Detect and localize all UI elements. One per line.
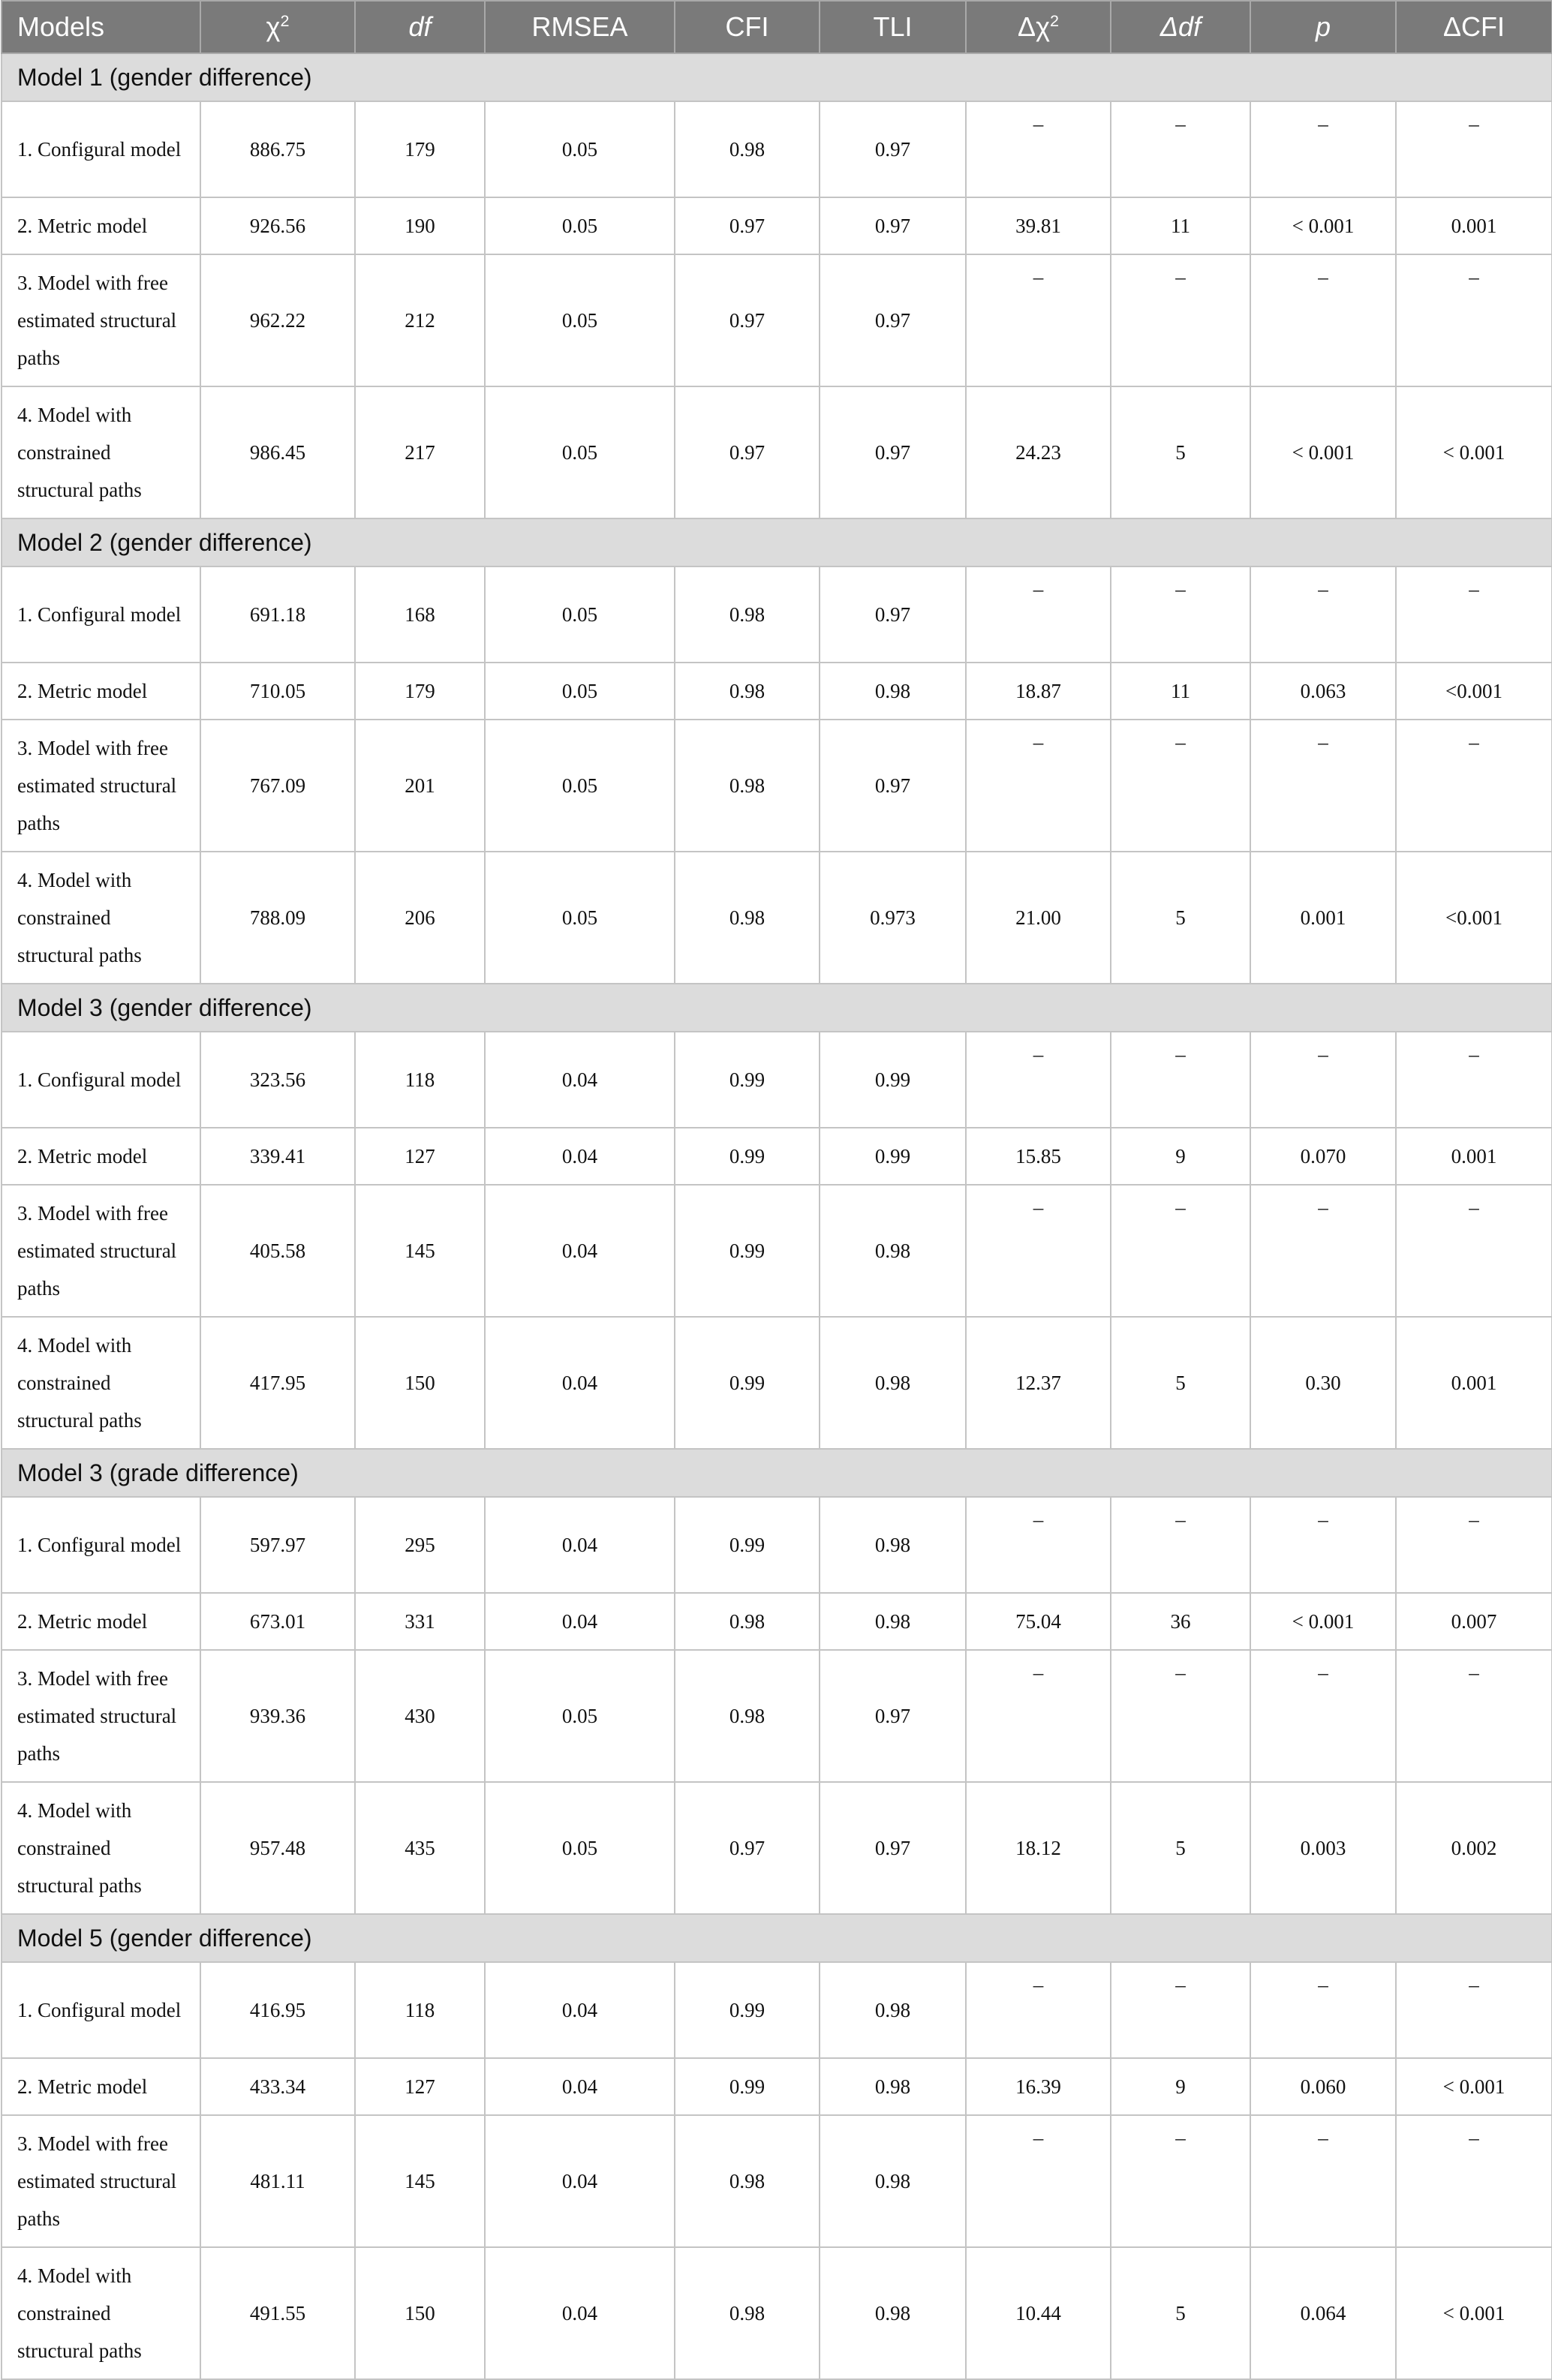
cell-dcfi: 0.001 bbox=[1396, 197, 1552, 254]
model-name-cell: 1. Configural model bbox=[2, 566, 200, 663]
cell-tli: 0.98 bbox=[820, 663, 966, 720]
cell-tli: 0.98 bbox=[820, 2115, 966, 2247]
cell-p: 0.003 bbox=[1250, 1782, 1396, 1914]
cell-chi2: 433.34 bbox=[200, 2058, 355, 2115]
cell-cfi: 0.99 bbox=[675, 1032, 820, 1128]
cell-rmsea: 0.04 bbox=[485, 2247, 675, 2379]
cell-chi2: 691.18 bbox=[200, 566, 355, 663]
cell-df: 118 bbox=[355, 1032, 485, 1128]
table-row bbox=[2, 2247, 1552, 2379]
col-header-models: Models bbox=[2, 1, 200, 53]
cell-rmsea: 0.05 bbox=[485, 1782, 675, 1914]
cell-df: 145 bbox=[355, 1185, 485, 1317]
cell-dchi2: – bbox=[966, 1497, 1111, 1593]
cell-cfi: 0.99 bbox=[675, 1185, 820, 1317]
col-header-p: p bbox=[1250, 1, 1396, 53]
cell-ddf: 5 bbox=[1111, 386, 1250, 518]
cell-ddf: 11 bbox=[1111, 197, 1250, 254]
cell-tli: 0.98 bbox=[820, 1962, 966, 2058]
cell-tli: 0.98 bbox=[820, 2247, 966, 2379]
fit-indices-table bbox=[1, 0, 1552, 2380]
cell-p: – bbox=[1250, 1185, 1396, 1317]
cell-cfi: 0.97 bbox=[675, 254, 820, 386]
cell-ddf: 5 bbox=[1111, 1317, 1250, 1449]
cell-dcfi: – bbox=[1396, 2115, 1552, 2247]
cell-chi2: 339.41 bbox=[200, 1128, 355, 1185]
cell-p: – bbox=[1250, 1650, 1396, 1782]
cell-ddf: – bbox=[1111, 1032, 1250, 1128]
cell-dchi2: 39.81 bbox=[966, 197, 1111, 254]
cell-cfi: 0.98 bbox=[675, 720, 820, 852]
cell-cfi: 0.97 bbox=[675, 1782, 820, 1914]
cell-chi2: 481.11 bbox=[200, 2115, 355, 2247]
model-name-cell: 1. Configural model bbox=[2, 101, 200, 197]
cell-dcfi: <0.001 bbox=[1396, 852, 1552, 984]
cell-dcfi: 0.002 bbox=[1396, 1782, 1552, 1914]
cell-df: 435 bbox=[355, 1782, 485, 1914]
table-row bbox=[2, 1650, 1552, 1782]
cell-tli: 0.97 bbox=[820, 566, 966, 663]
cell-rmsea: 0.05 bbox=[485, 197, 675, 254]
cell-dchi2: 12.37 bbox=[966, 1317, 1111, 1449]
table-row bbox=[2, 1782, 1552, 1914]
model-name-cell: 1. Configural model bbox=[2, 1962, 200, 2058]
cell-dchi2: – bbox=[966, 1962, 1111, 2058]
col-header-cfi: CFI bbox=[675, 1, 820, 53]
section-title: Model 1 (gender difference) bbox=[2, 53, 1552, 101]
cell-df: 150 bbox=[355, 2247, 485, 2379]
section-header-row bbox=[2, 518, 1552, 566]
cell-p: – bbox=[1250, 566, 1396, 663]
cell-dchi2: 24.23 bbox=[966, 386, 1111, 518]
col-header-delta-df: Δdf bbox=[1111, 1, 1250, 53]
cell-chi2: 597.97 bbox=[200, 1497, 355, 1593]
cell-dcfi: 0.007 bbox=[1396, 1593, 1552, 1650]
cell-dchi2: – bbox=[966, 1650, 1111, 1782]
cell-dchi2: – bbox=[966, 1185, 1111, 1317]
model-name-cell: 4. Model with constrained structural paths bbox=[2, 2247, 200, 2379]
cell-cfi: 0.97 bbox=[675, 197, 820, 254]
cell-p: 0.060 bbox=[1250, 2058, 1396, 2115]
cell-ddf: 5 bbox=[1111, 852, 1250, 984]
cell-ddf: – bbox=[1111, 1650, 1250, 1782]
model-name-cell: 3. Model with free estimated structural paths bbox=[2, 2115, 200, 2247]
cell-rmsea: 0.05 bbox=[485, 254, 675, 386]
cell-rmsea: 0.04 bbox=[485, 1185, 675, 1317]
table-row bbox=[2, 2115, 1552, 2247]
table-row bbox=[2, 852, 1552, 984]
cell-tli: 0.98 bbox=[820, 2058, 966, 2115]
cell-ddf: 5 bbox=[1111, 1782, 1250, 1914]
cell-dcfi: – bbox=[1396, 254, 1552, 386]
cell-chi2: 788.09 bbox=[200, 852, 355, 984]
section-header-row bbox=[2, 1449, 1552, 1497]
cell-chi2: 417.95 bbox=[200, 1317, 355, 1449]
cell-chi2: 673.01 bbox=[200, 1593, 355, 1650]
cell-chi2: 957.48 bbox=[200, 1782, 355, 1914]
cell-dcfi: <0.001 bbox=[1396, 663, 1552, 720]
table-row bbox=[2, 1317, 1552, 1449]
cell-p: 0.064 bbox=[1250, 2247, 1396, 2379]
cell-tli: 0.98 bbox=[820, 1185, 966, 1317]
table-row bbox=[2, 386, 1552, 518]
model-name-cell: 3. Model with free estimated structural paths bbox=[2, 254, 200, 386]
col-header-tli: TLI bbox=[820, 1, 966, 53]
cell-rmsea: 0.05 bbox=[485, 852, 675, 984]
cell-dcfi: – bbox=[1396, 1497, 1552, 1593]
col-header-chi-square: $\chi^2$ bbox=[200, 1, 355, 53]
cell-dcfi: – bbox=[1396, 1185, 1552, 1317]
cell-cfi: 0.98 bbox=[675, 1650, 820, 1782]
model-name-cell: 4. Model with constrained structural paths bbox=[2, 1317, 200, 1449]
cell-cfi: 0.99 bbox=[675, 1317, 820, 1449]
cell-dchi2: – bbox=[966, 1032, 1111, 1128]
cell-tli: 0.97 bbox=[820, 254, 966, 386]
cell-tli: 0.98 bbox=[820, 1497, 966, 1593]
cell-dcfi: < 0.001 bbox=[1396, 2058, 1552, 2115]
cell-tli: 0.973 bbox=[820, 852, 966, 984]
cell-dchi2: – bbox=[966, 2115, 1111, 2247]
table-row bbox=[2, 1593, 1552, 1650]
cell-df: 179 bbox=[355, 663, 485, 720]
model-name-cell: 2. Metric model bbox=[2, 1128, 200, 1185]
cell-chi2: 405.58 bbox=[200, 1185, 355, 1317]
cell-tli: 0.99 bbox=[820, 1128, 966, 1185]
cell-ddf: 9 bbox=[1111, 2058, 1250, 2115]
table-row bbox=[2, 1128, 1552, 1185]
cell-dcfi: – bbox=[1396, 1962, 1552, 2058]
cell-cfi: 0.99 bbox=[675, 1497, 820, 1593]
model-name-cell: 4. Model with constrained structural paths bbox=[2, 1782, 200, 1914]
cell-p: – bbox=[1250, 1962, 1396, 2058]
cell-ddf: 9 bbox=[1111, 1128, 1250, 1185]
model-name-cell: 2. Metric model bbox=[2, 663, 200, 720]
table-row bbox=[2, 197, 1552, 254]
cell-ddf: 11 bbox=[1111, 663, 1250, 720]
cell-rmsea: 0.04 bbox=[485, 1032, 675, 1128]
cell-chi2: 926.56 bbox=[200, 197, 355, 254]
cell-dcfi: 0.001 bbox=[1396, 1128, 1552, 1185]
cell-df: 295 bbox=[355, 1497, 485, 1593]
cell-p: 0.001 bbox=[1250, 852, 1396, 984]
cell-cfi: 0.98 bbox=[675, 2247, 820, 2379]
cell-ddf: – bbox=[1111, 566, 1250, 663]
cell-p: – bbox=[1250, 720, 1396, 852]
cell-p: – bbox=[1250, 254, 1396, 386]
cell-rmsea: 0.05 bbox=[485, 566, 675, 663]
model-name-cell: 4. Model with constrained structural paths bbox=[2, 852, 200, 984]
cell-df: 206 bbox=[355, 852, 485, 984]
cell-p: – bbox=[1250, 1032, 1396, 1128]
cell-tli: 0.97 bbox=[820, 197, 966, 254]
cell-df: 190 bbox=[355, 197, 485, 254]
section-header-row bbox=[2, 53, 1552, 101]
cell-cfi: 0.99 bbox=[675, 1962, 820, 2058]
cell-chi2: 767.09 bbox=[200, 720, 355, 852]
cell-dchi2: 16.39 bbox=[966, 2058, 1111, 2115]
cell-rmsea: 0.05 bbox=[485, 1650, 675, 1782]
table-row bbox=[2, 2058, 1552, 2115]
table-row bbox=[2, 1185, 1552, 1317]
cell-df: 118 bbox=[355, 1962, 485, 2058]
cell-cfi: 0.98 bbox=[675, 101, 820, 197]
cell-df: 127 bbox=[355, 1128, 485, 1185]
model-name-cell: 1. Configural model bbox=[2, 1032, 200, 1128]
model-name-cell: 2. Metric model bbox=[2, 1593, 200, 1650]
cell-p: 0.30 bbox=[1250, 1317, 1396, 1449]
table-row bbox=[2, 1962, 1552, 2058]
cell-dchi2: 18.12 bbox=[966, 1782, 1111, 1914]
section-title: Model 5 (gender difference) bbox=[2, 1914, 1552, 1962]
cell-dcfi: – bbox=[1396, 566, 1552, 663]
cell-dcfi: – bbox=[1396, 1650, 1552, 1782]
model-name-cell: 4. Model with constrained structural paths bbox=[2, 386, 200, 518]
cell-cfi: 0.99 bbox=[675, 2058, 820, 2115]
cell-dcfi: – bbox=[1396, 720, 1552, 852]
cell-df: 430 bbox=[355, 1650, 485, 1782]
cell-rmsea: 0.05 bbox=[485, 386, 675, 518]
cell-tli: 0.97 bbox=[820, 720, 966, 852]
cell-tli: 0.97 bbox=[820, 1782, 966, 1914]
cell-df: 201 bbox=[355, 720, 485, 852]
model-name-cell: 3. Model with free estimated structural paths bbox=[2, 1650, 200, 1782]
cell-chi2: 986.45 bbox=[200, 386, 355, 518]
cell-tli: 0.97 bbox=[820, 386, 966, 518]
cell-cfi: 0.99 bbox=[675, 1128, 820, 1185]
table-row bbox=[2, 566, 1552, 663]
cell-tli: 0.98 bbox=[820, 1593, 966, 1650]
cell-ddf: – bbox=[1111, 1962, 1250, 2058]
col-header-delta-chi-square: $\Delta\chi^2$ bbox=[966, 1, 1111, 53]
table-row bbox=[2, 254, 1552, 386]
cell-dchi2: 18.87 bbox=[966, 663, 1111, 720]
table-row bbox=[2, 663, 1552, 720]
cell-dcfi: – bbox=[1396, 1032, 1552, 1128]
cell-rmsea: 0.04 bbox=[485, 1128, 675, 1185]
cell-tli: 0.99 bbox=[820, 1032, 966, 1128]
cell-df: 179 bbox=[355, 101, 485, 197]
cell-chi2: 939.36 bbox=[200, 1650, 355, 1782]
cell-rmsea: 0.04 bbox=[485, 2115, 675, 2247]
cell-p: – bbox=[1250, 1497, 1396, 1593]
cell-df: 127 bbox=[355, 2058, 485, 2115]
cell-tli: 0.97 bbox=[820, 101, 966, 197]
cell-dchi2: – bbox=[966, 101, 1111, 197]
section-header-row bbox=[2, 1914, 1552, 1962]
section-title: Model 2 (gender difference) bbox=[2, 518, 1552, 566]
model-name-cell: 3. Model with free estimated structural paths bbox=[2, 1185, 200, 1317]
cell-dcfi: < 0.001 bbox=[1396, 2247, 1552, 2379]
table-row bbox=[2, 1032, 1552, 1128]
cell-rmsea: 0.05 bbox=[485, 663, 675, 720]
cell-chi2: 416.95 bbox=[200, 1962, 355, 2058]
cell-dcfi: < 0.001 bbox=[1396, 386, 1552, 518]
cell-chi2: 886.75 bbox=[200, 101, 355, 197]
cell-rmsea: 0.05 bbox=[485, 720, 675, 852]
cell-p: – bbox=[1250, 2115, 1396, 2247]
cell-df: 212 bbox=[355, 254, 485, 386]
cell-rmsea: 0.04 bbox=[485, 1317, 675, 1449]
cell-rmsea: 0.04 bbox=[485, 1497, 675, 1593]
cell-df: 150 bbox=[355, 1317, 485, 1449]
cell-ddf: – bbox=[1111, 101, 1250, 197]
header-row bbox=[2, 1, 1552, 53]
cell-ddf: – bbox=[1111, 720, 1250, 852]
cell-df: 217 bbox=[355, 386, 485, 518]
cell-p: 0.070 bbox=[1250, 1128, 1396, 1185]
cell-p: < 0.001 bbox=[1250, 386, 1396, 518]
cell-dchi2: 15.85 bbox=[966, 1128, 1111, 1185]
cell-dcfi: 0.001 bbox=[1396, 1317, 1552, 1449]
cell-df: 331 bbox=[355, 1593, 485, 1650]
col-header-rmsea: RMSEA bbox=[485, 1, 675, 53]
model-name-cell: 2. Metric model bbox=[2, 2058, 200, 2115]
cell-dchi2: 21.00 bbox=[966, 852, 1111, 984]
table-row bbox=[2, 720, 1552, 852]
cell-df: 145 bbox=[355, 2115, 485, 2247]
section-header-row bbox=[2, 984, 1552, 1032]
cell-dcfi: – bbox=[1396, 101, 1552, 197]
cell-dchi2: – bbox=[966, 254, 1111, 386]
cell-ddf: 36 bbox=[1111, 1593, 1250, 1650]
cell-p: – bbox=[1250, 101, 1396, 197]
cell-p: < 0.001 bbox=[1250, 1593, 1396, 1650]
cell-ddf: 5 bbox=[1111, 2247, 1250, 2379]
cell-ddf: – bbox=[1111, 1497, 1250, 1593]
col-header-delta-cfi: ΔCFI bbox=[1396, 1, 1552, 53]
cell-p: 0.063 bbox=[1250, 663, 1396, 720]
cell-p: < 0.001 bbox=[1250, 197, 1396, 254]
cell-tli: 0.97 bbox=[820, 1650, 966, 1782]
model-name-cell: 3. Model with free estimated structural paths bbox=[2, 720, 200, 852]
cell-rmsea: 0.04 bbox=[485, 1593, 675, 1650]
cell-cfi: 0.98 bbox=[675, 1593, 820, 1650]
cell-tli: 0.98 bbox=[820, 1317, 966, 1449]
cell-dchi2: – bbox=[966, 720, 1111, 852]
cell-chi2: 962.22 bbox=[200, 254, 355, 386]
cell-ddf: – bbox=[1111, 1185, 1250, 1317]
table-row bbox=[2, 101, 1552, 197]
cell-rmsea: 0.04 bbox=[485, 2058, 675, 2115]
col-header-df: df bbox=[355, 1, 485, 53]
cell-dchi2: 10.44 bbox=[966, 2247, 1111, 2379]
cell-rmsea: 0.05 bbox=[485, 101, 675, 197]
section-title: Model 3 (gender difference) bbox=[2, 984, 1552, 1032]
section-title: Model 3 (grade difference) bbox=[2, 1449, 1552, 1497]
model-name-cell: 1. Configural model bbox=[2, 1497, 200, 1593]
cell-cfi: 0.98 bbox=[675, 566, 820, 663]
cell-cfi: 0.98 bbox=[675, 2115, 820, 2247]
table-row bbox=[2, 1497, 1552, 1593]
cell-cfi: 0.98 bbox=[675, 663, 820, 720]
cell-cfi: 0.97 bbox=[675, 386, 820, 518]
table-body bbox=[2, 53, 1552, 2379]
cell-cfi: 0.98 bbox=[675, 852, 820, 984]
cell-dchi2: 75.04 bbox=[966, 1593, 1111, 1650]
model-name-cell: 2. Metric model bbox=[2, 197, 200, 254]
cell-ddf: – bbox=[1111, 2115, 1250, 2247]
cell-ddf: – bbox=[1111, 254, 1250, 386]
cell-chi2: 710.05 bbox=[200, 663, 355, 720]
cell-rmsea: 0.04 bbox=[485, 1962, 675, 2058]
cell-dchi2: – bbox=[966, 566, 1111, 663]
cell-chi2: 323.56 bbox=[200, 1032, 355, 1128]
cell-df: 168 bbox=[355, 566, 485, 663]
cell-chi2: 491.55 bbox=[200, 2247, 355, 2379]
